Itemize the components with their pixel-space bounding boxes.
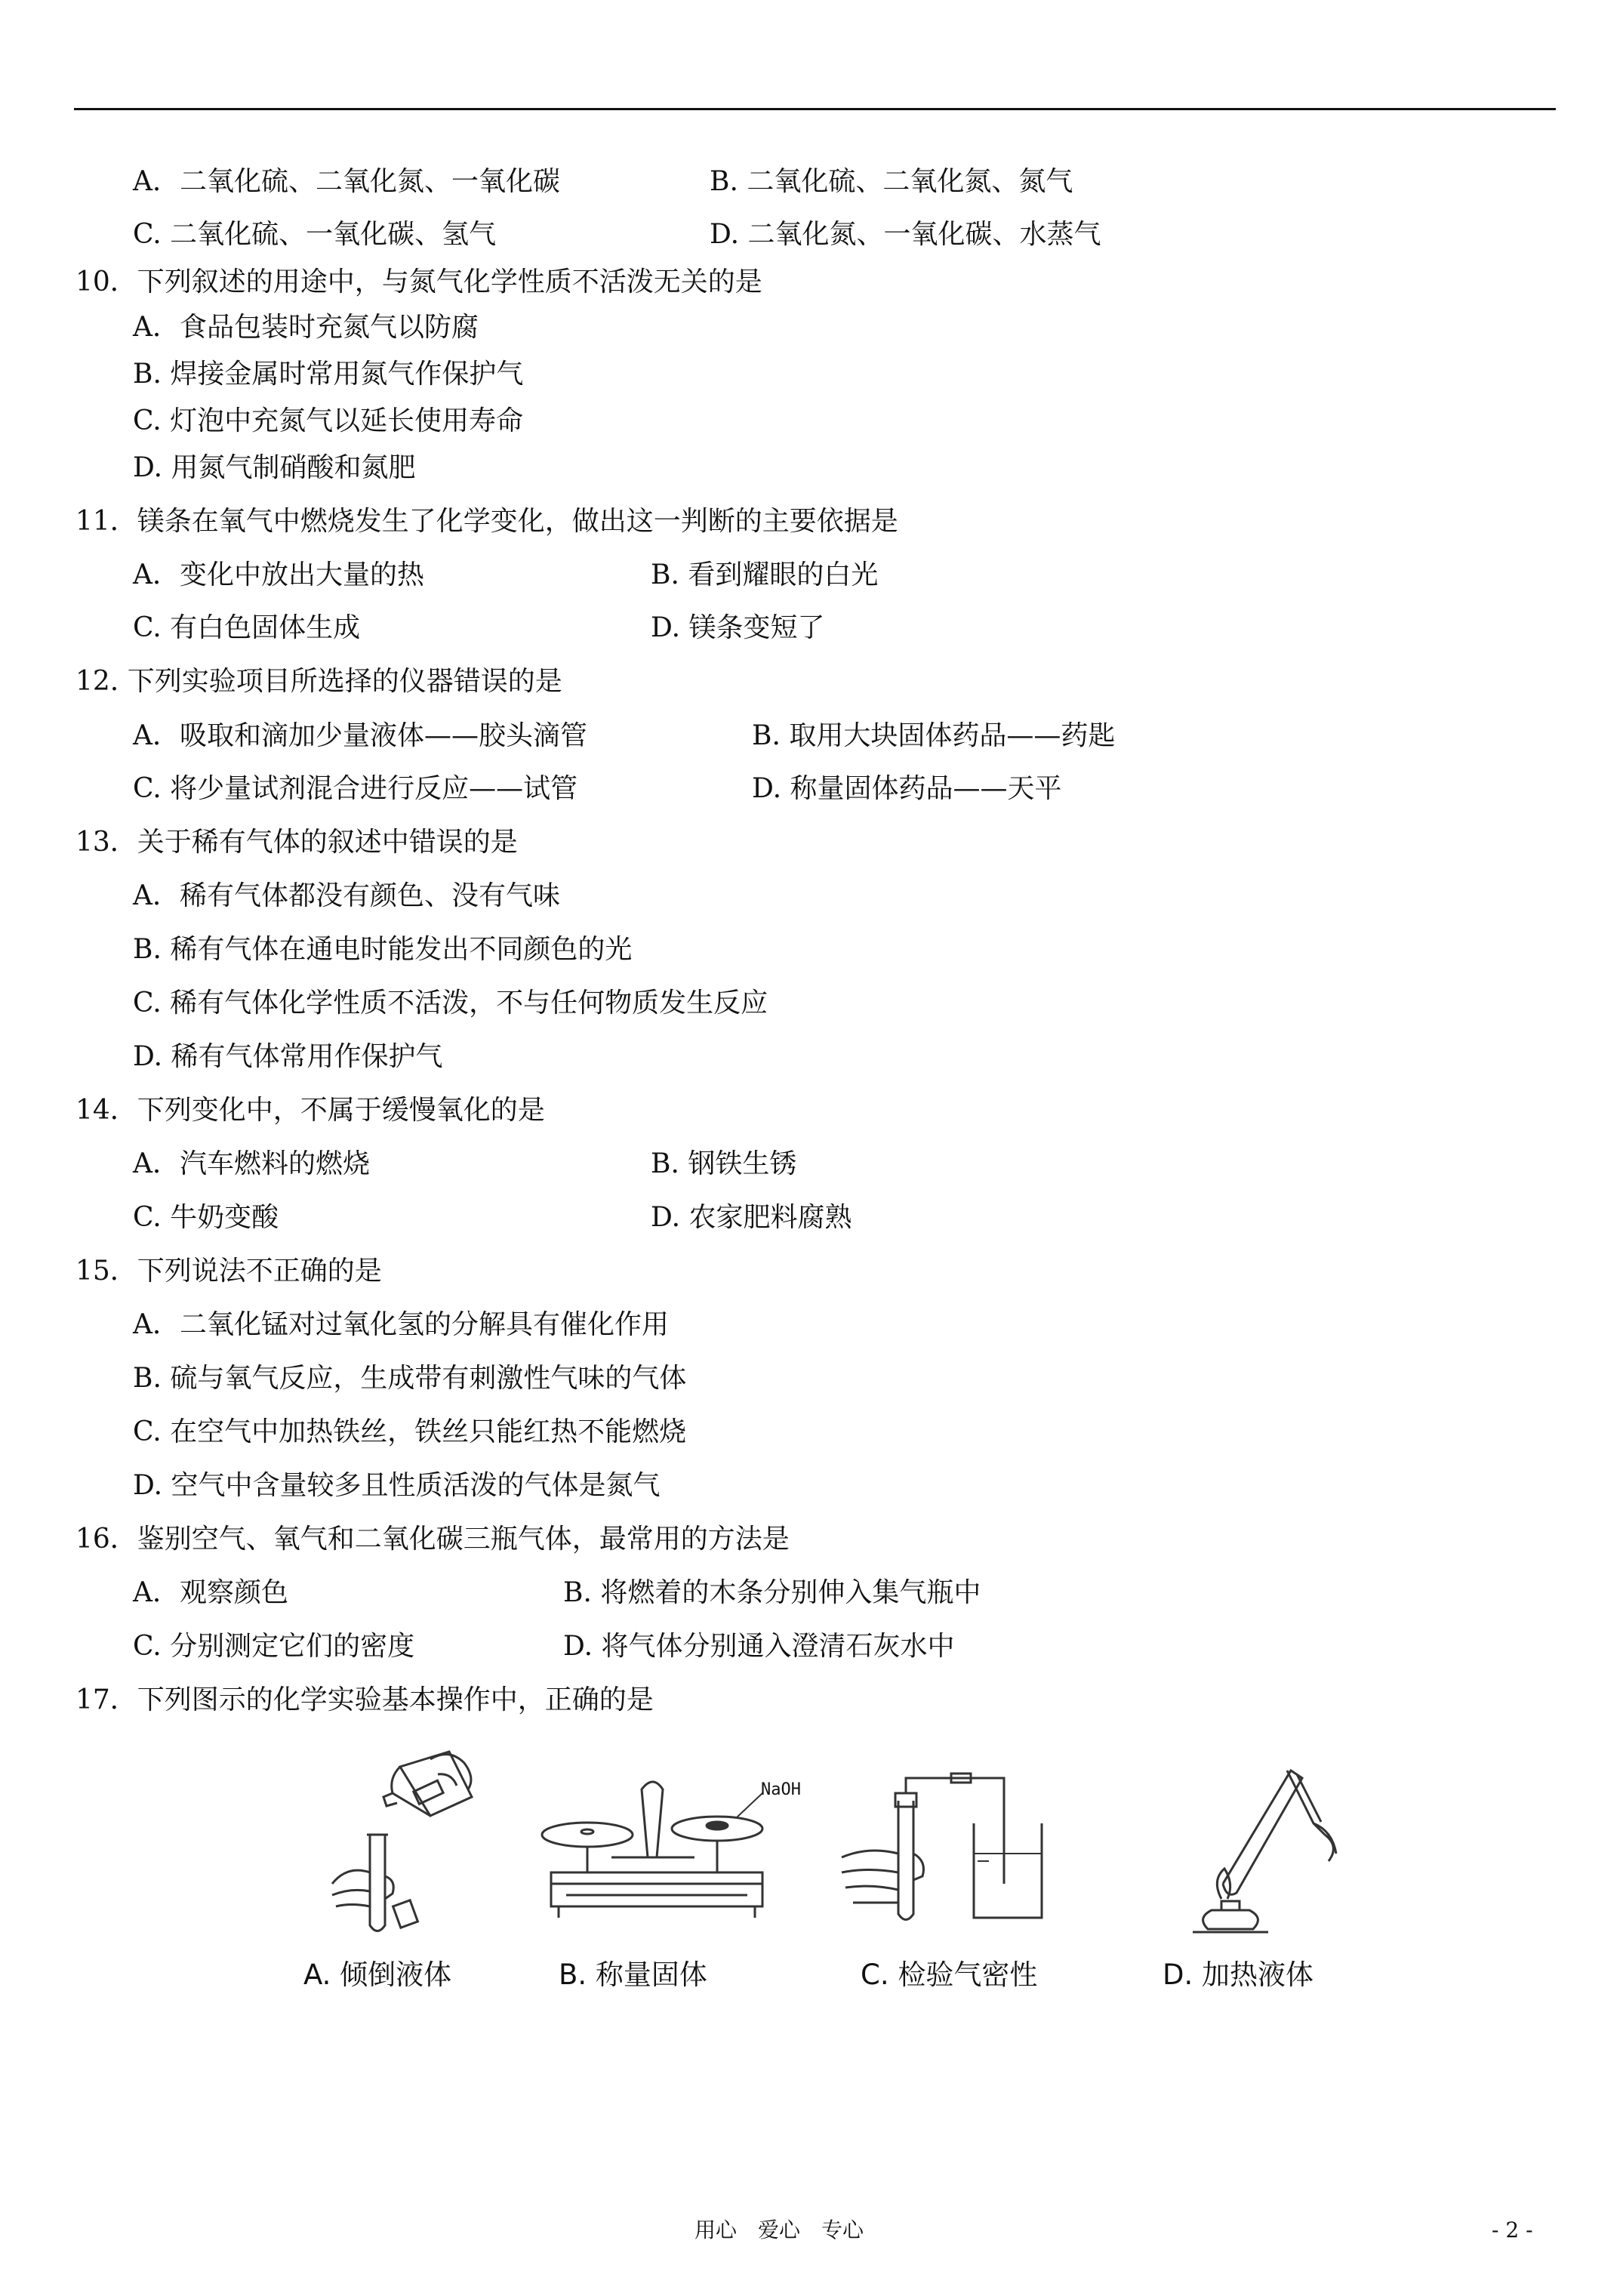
q16-option-c: C. 分别测定它们的密度 <box>133 1631 415 1662</box>
q15-stem: 15．下列说法不正确的是 <box>75 1256 382 1287</box>
q16-option-b: B. 将燃着的木条分别伸入集气瓶中 <box>563 1577 981 1608</box>
pouring-liquid-illustration <box>317 1744 491 1940</box>
q11-option-d: D. 镁条变短了 <box>651 612 825 643</box>
q14-option-a: A．汽车燃料的燃烧 <box>133 1148 370 1179</box>
q11-option-b: B. 看到耀眼的白光 <box>651 559 879 590</box>
q13-stem: 13．关于稀有气体的叙述中错误的是 <box>75 827 518 858</box>
q10-stem: 10．下列叙述的用途中，与氮气化学性质不活泼无关的是 <box>75 267 762 297</box>
q14-stem: 14．下列变化中，不属于缓慢氧化的是 <box>75 1095 545 1126</box>
q10-option-b: B. 焊接金属时常用氮气作保护气 <box>133 359 524 390</box>
figure-caption-c: C. 检验气密性 <box>861 1959 1038 1991</box>
airtightness-check-illustration <box>838 1771 1072 1933</box>
q14-option-d: D. 农家肥料腐熟 <box>651 1202 852 1233</box>
q11-stem: 11．镁条在氧气中燃烧发生了化学变化，做出这一判断的主要依据是 <box>75 506 898 537</box>
figure-caption-d: D. 加热液体 <box>1163 1959 1314 1991</box>
q15-option-b: B. 硫与氧气反应，生成带有刺激性气味的气体 <box>133 1363 687 1394</box>
q12-stem: 12. 下列实验项目所选择的仪器错误的是 <box>75 666 562 697</box>
q16-option-a: A．观察颜色 <box>133 1577 288 1608</box>
q9-option-b: B. 二氧化硫、二氧化氮、氮气 <box>710 166 1073 197</box>
q10-option-c: C. 灯泡中充氮气以延长使用寿命 <box>133 405 524 436</box>
q12-option-b: B. 取用大块固体药品——药匙 <box>752 720 1116 751</box>
q13-option-d: D. 稀有气体常用作保护气 <box>133 1041 443 1072</box>
q12-option-d: D. 称量固体药品——天平 <box>752 773 1062 804</box>
q9-option-c: C. 二氧化硫、一氧化碳、氢气 <box>133 219 497 250</box>
q16-option-d: D. 将气体分别通入澄清石灰水中 <box>563 1631 955 1662</box>
q12-option-c: C. 将少量试剂混合进行反应——试管 <box>133 773 578 804</box>
q9-option-d: D. 二氧化氮、一氧化碳、水蒸气 <box>710 219 1101 250</box>
heating-liquid-illustration <box>1178 1748 1351 1937</box>
q11-option-c: C. 有白色固体生成 <box>133 612 361 643</box>
figure-caption-a: A. 倾倒液体 <box>303 1959 452 1991</box>
page-number: - 2 - <box>1492 2217 1533 2242</box>
q11-option-a: A．变化中放出大量的热 <box>133 559 424 590</box>
naoh-label: NaOH <box>761 1780 801 1799</box>
header-rule <box>74 108 1556 110</box>
q13-option-c: C. 稀有气体化学性质不活泼，不与任何物质发生反应 <box>133 988 768 1019</box>
q10-option-a: A．食品包装时充氮气以防腐 <box>133 312 479 343</box>
q14-option-c: C. 牛奶变酸 <box>133 1202 279 1233</box>
figure-caption-b: B. 称量固体 <box>559 1959 707 1991</box>
q15-option-c: C. 在空气中加热铁丝，铁丝只能红热不能燃烧 <box>133 1416 687 1447</box>
q13-option-b: B. 稀有气体在通电时能发出不同颜色的光 <box>133 934 633 965</box>
footer-motto: 用心 爱心 专心 <box>694 2217 864 2242</box>
q15-option-d: D. 空气中含量较多且性质活泼的气体是氮气 <box>133 1470 661 1501</box>
q12-option-a: A．吸取和滴加少量液体——胶头滴管 <box>133 720 587 751</box>
q17-stem: 17．下列图示的化学实验基本操作中，正确的是 <box>75 1684 654 1715</box>
q16-stem: 16．鉴别空气、氧气和二氧化碳三瓶气体，最常用的方法是 <box>75 1524 790 1555</box>
q15-option-a: A．二氧化锰对过氧化氢的分解具有催化作用 <box>133 1309 669 1340</box>
q13-option-a: A．稀有气体都没有颜色、没有气味 <box>133 880 560 911</box>
q9-option-a: A．二氧化硫、二氧化氮、一氧化碳 <box>133 166 560 197</box>
q10-option-d: D. 用氮气制硝酸和氮肥 <box>133 452 416 483</box>
q14-option-b: B. 钢铁生锈 <box>651 1148 797 1179</box>
